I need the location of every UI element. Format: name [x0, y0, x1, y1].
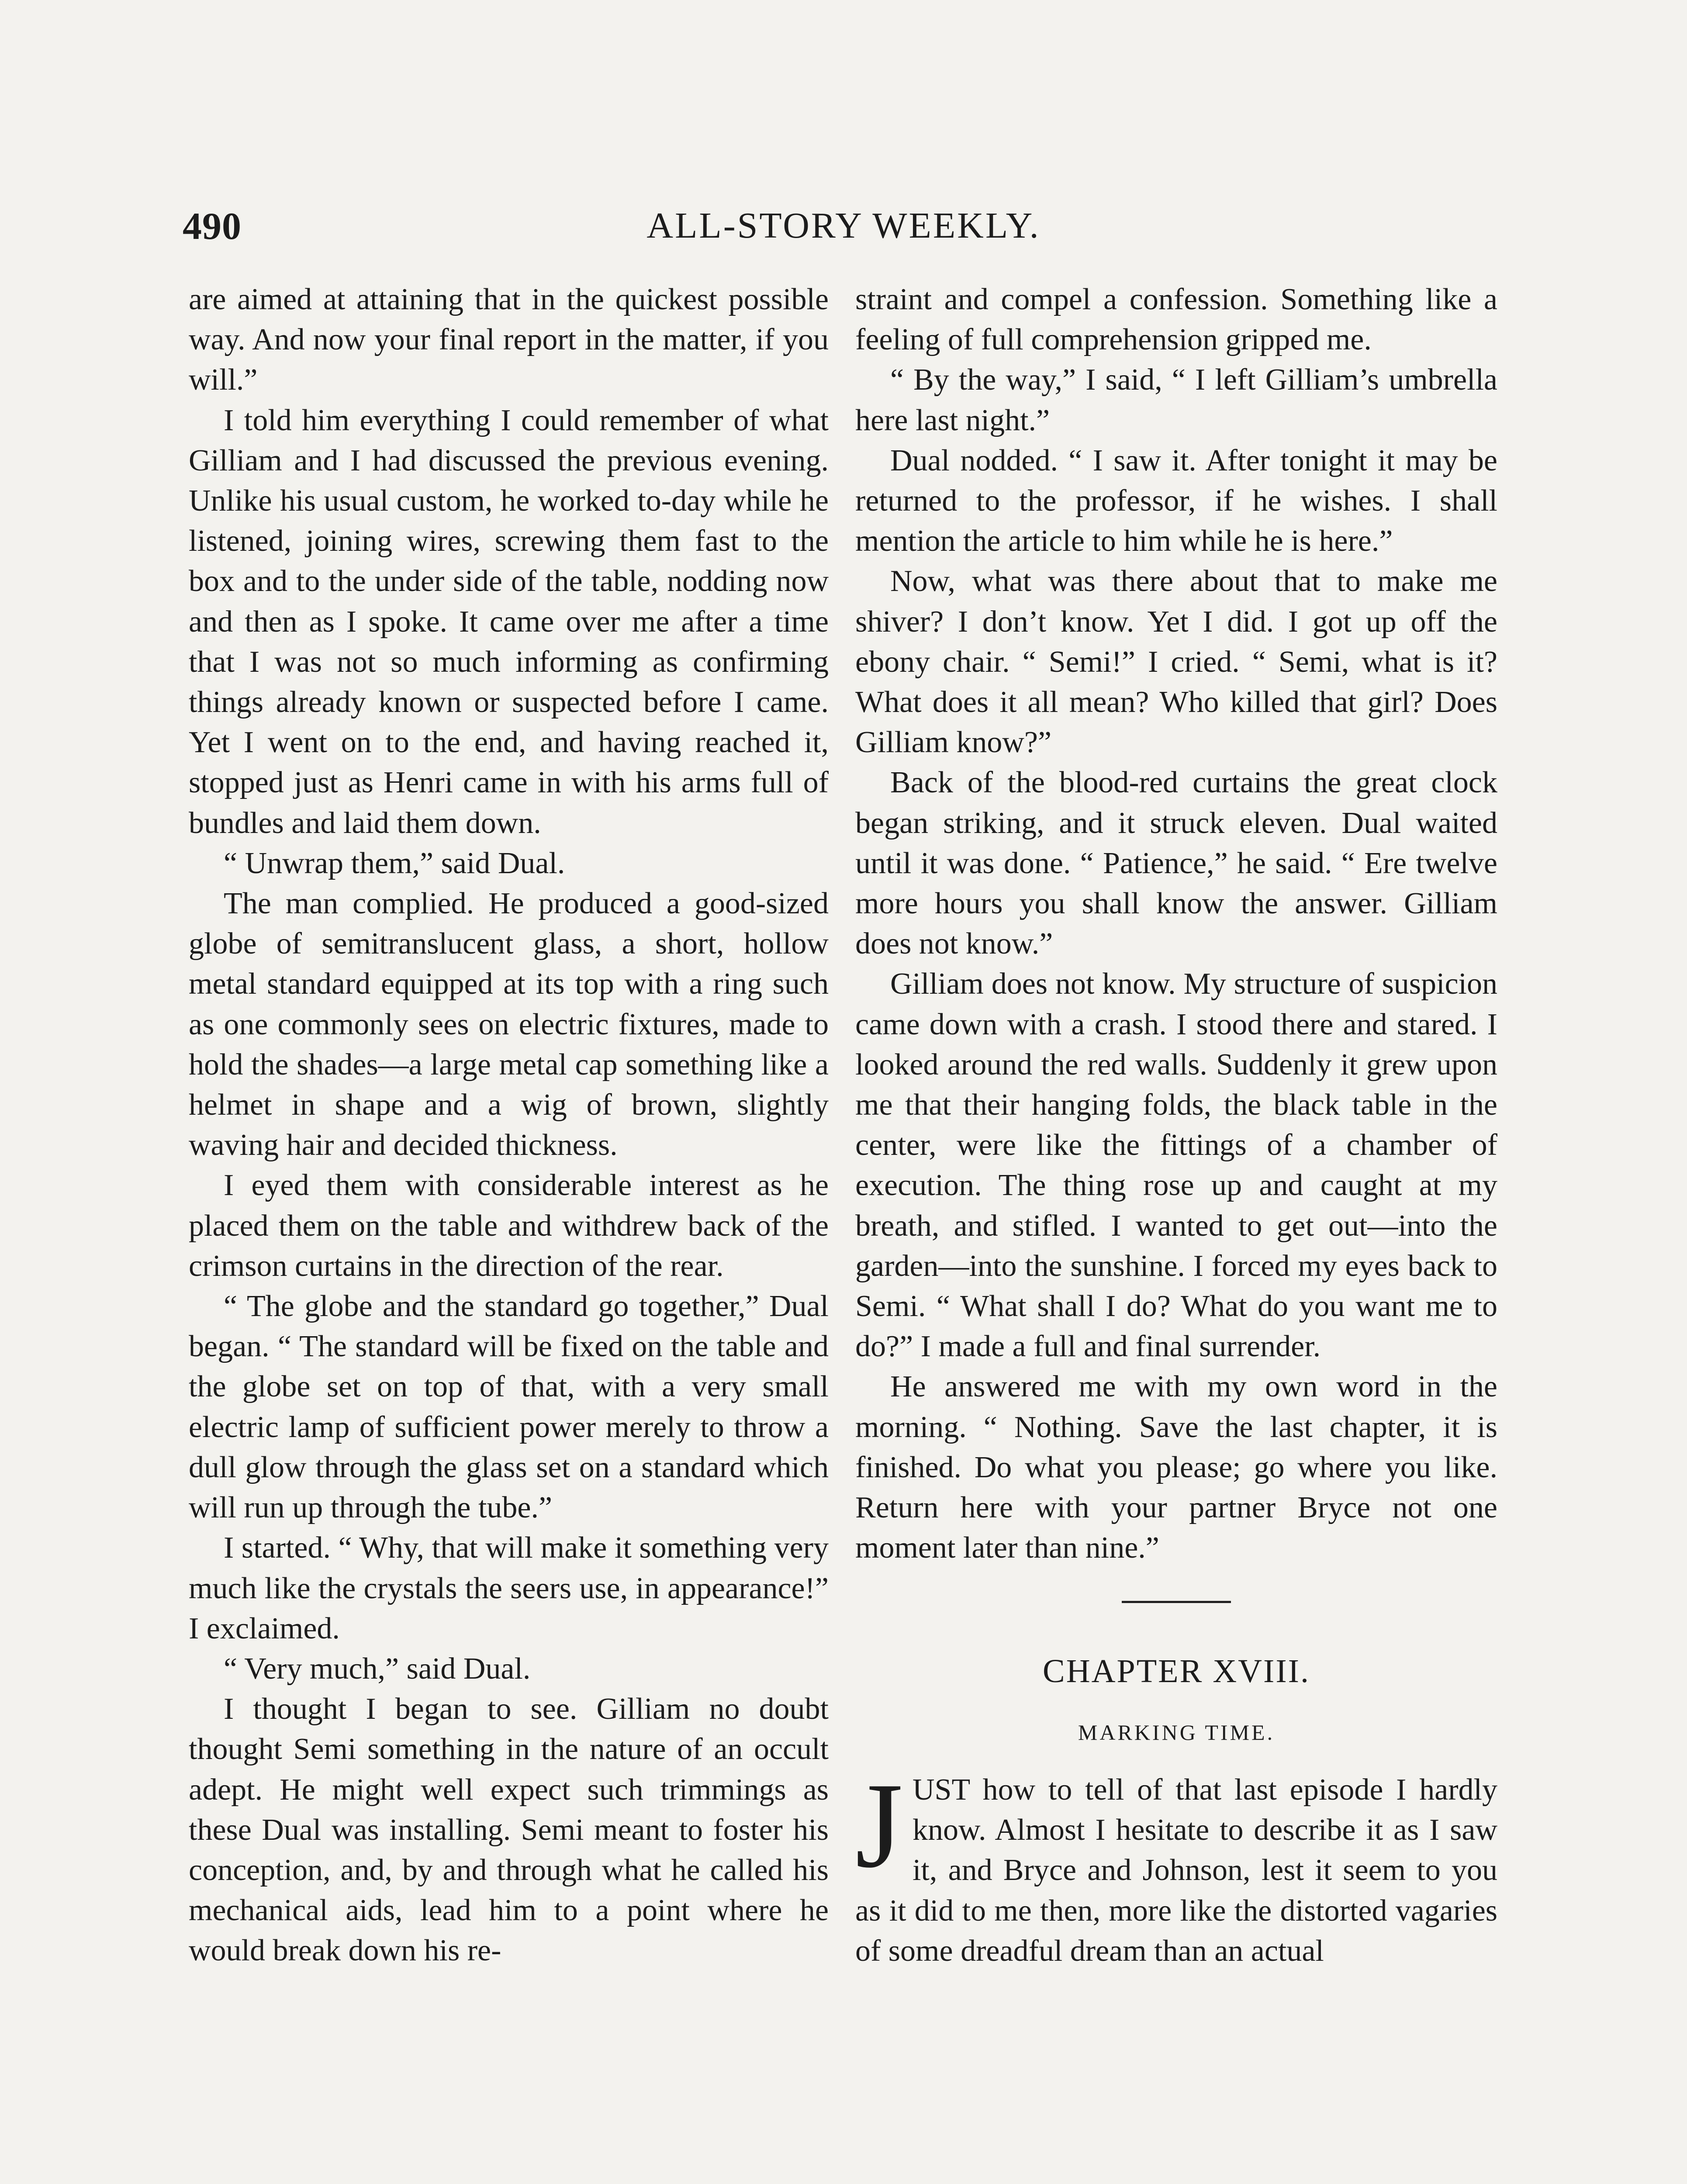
- chapter-opening-text: UST how to tell of that last episode I hardly know. Almost I hesitate to describe it as I saw it, and Bryce and Johnson, lest it seem to you as it did to me then, more like the distorted vagaries of some dreadful dream than an actual: [855, 1773, 1497, 1968]
- drop-cap: J: [855, 1757, 903, 1893]
- paragraph: Back of the blood-red curtains the great clock began striking, and it struck eleven. Dual waited until it was done. “ Patience,” he said. “ Ere twelve more hours you shall know the answer. Gilliam does not know.”: [855, 766, 1497, 961]
- paragraph: Gilliam does not know. My structure of suspicion came down with a crash. I stood there and stared. I looked around the red walls. Suddenly it grew upon me that their hanging folds, the black table in the center, were like the fittings of a chamber of execution. The thing rose up and caught at my breath, and stifled. I wanted to get out—into the garden—into the sunshine. I forced my eyes back to Semi. “ What shall I do? What do you want me to do?” I made a full and final surrender.: [855, 967, 1497, 1364]
- paragraph: Now, what was there about that to make me shiver? I don’t know. Yet I did. I got up off the ebony chair. “ Semi!” I cried. “ Semi, what is it? What does it all mean? Who killed that girl? Does Gilliam know?”: [855, 564, 1497, 760]
- chapter-title: CHAPTER XVIII.: [1043, 1652, 1310, 1690]
- paragraph: I started. “ Why, that will make it something very much like the crystals the seers use, in appearance!” I exclaimed.: [189, 1531, 829, 1645]
- paragraph: Dual nodded. “ I saw it. After tonight it may be returned to the professor, if he wishes. I shall mention the article to him while he is here.”: [855, 443, 1497, 558]
- paragraph: I eyed them with considerable interest as he placed them on the table and withdrew back of the crimson curtains in the direction of the rear.: [189, 1168, 829, 1283]
- section-divider: [1122, 1601, 1231, 1603]
- paragraph: I told him everything I could remember of what Gilliam and I had discussed the previous evening. Unlike his usual custom, he worked to-day while he listened, joining wires, screwing them fast to the box and to the under side of the table, nodding now and then as I spoke. It came over me after a time that I was not so much informing as confirming things already known or suspected before I came. Yet I went on to the end, and having reached it, stopped just as Henri came in with his arms full of bundles and laid them down.: [189, 403, 829, 840]
- paragraph: “ By the way,” I said, “ I left Gilliam’s umbrella here last night.”: [855, 363, 1497, 437]
- running-head: ALL-STORY WEEKLY.: [646, 205, 1041, 246]
- chapter-subtitle: MARKING TIME.: [1078, 1720, 1275, 1745]
- right-column: [855, 280, 1497, 1971]
- page-number: 490: [183, 205, 242, 248]
- paragraph: straint and compel a confession. Something like a feeling of full comprehension gripped me.: [855, 283, 1497, 357]
- paragraph: are aimed at attaining that in the quickest possible way. And now your final report in the matter, if you will.”: [189, 283, 829, 397]
- paragraph: “ Very much,” said Dual.: [224, 1652, 531, 1686]
- paragraph: The man complied. He produced a good-sized globe of semitranslucent glass, a short, hollow metal standard equipped at its top with a ring such as one commonly sees on electric fixtures, made to hold the shades—a large metal cap something like a helmet in shape and a wig of brown, slightly waving hair and decided thickness.: [189, 887, 829, 1162]
- paragraph: He answered me with my own word in the morning. “ Nothing. Save the last chapter, it is finished. Do what you please; go where you like. Return here with your partner Bryce not one moment later than nine.”: [855, 1370, 1497, 1565]
- paragraph: I thought I began to see. Gilliam no doubt thought Semi something in the nature of an occult adept. He might well expect such trimmings as these Dual was installing. Semi meant to foster his conception, and, by and through what he called his mechanical aids, lead him to a point where he would break down his re-: [189, 1692, 829, 1968]
- left-column: [189, 280, 829, 1971]
- paragraph: “ Unwrap them,” said Dual.: [224, 846, 565, 880]
- paragraph: “ The globe and the standard go together,” Dual began. “ The standard will be fixed on the table and the globe set on top of that, with a very small electric lamp of sufficient power merely to throw a dull glow through the glass set on a standard which will run up through the tube.”: [189, 1289, 829, 1525]
- chapter-opening-paragraph: [855, 1757, 1497, 1971]
